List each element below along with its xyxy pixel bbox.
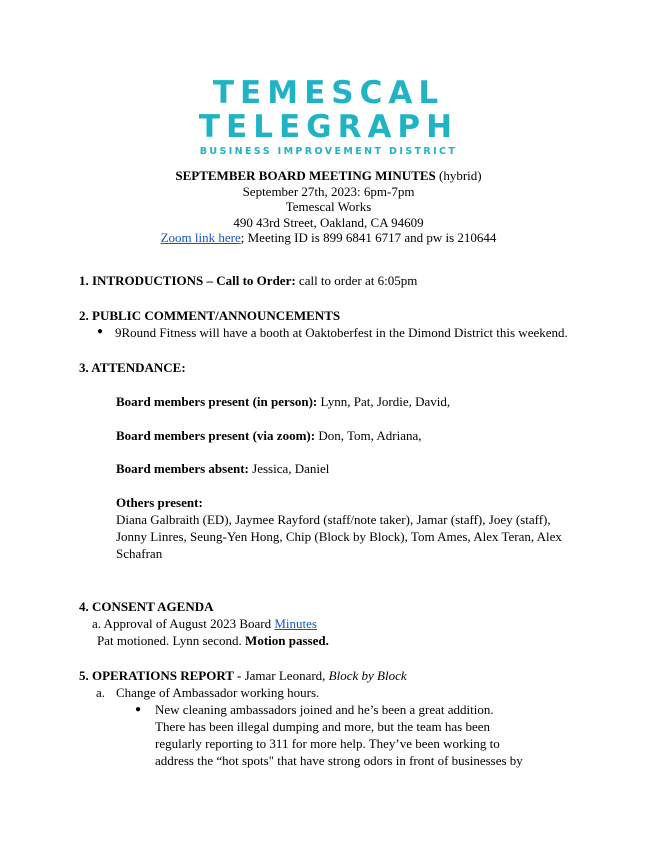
minutes-link[interactable]: Minutes bbox=[274, 616, 317, 631]
in-person-names: Lynn, Pat, Jordie, David, bbox=[317, 394, 451, 409]
motion-result: Motion passed. bbox=[245, 633, 329, 648]
zoom-details: ; Meeting ID is 899 6841 6717 and pw is 210644 bbox=[240, 230, 497, 245]
attendance-zoom bbox=[116, 428, 422, 444]
section-1-heading: 1. INTRODUCTIONS – Call to Order: bbox=[79, 273, 296, 288]
others-line-3: Schafran bbox=[116, 546, 163, 561]
section-3-heading: 3. ATTENDANCE: bbox=[79, 360, 186, 375]
consent-item-a bbox=[92, 616, 317, 632]
logo-line-temescal: TEMESCAL bbox=[212, 75, 445, 111]
meeting-title-bold: SEPTEMBER BOARD MEETING MINUTES bbox=[175, 168, 436, 183]
operations-item-a-marker: a. bbox=[96, 685, 106, 700]
operations-bullet-line-3: regularly reporting to 311 for more help. They’ve been working to bbox=[155, 736, 500, 751]
operations-bullet-line-4: address the “hot spots" that have strong odors in front of businesses by bbox=[155, 753, 523, 768]
bullet-dot: ● bbox=[135, 704, 142, 715]
section-5-heading-line bbox=[79, 668, 407, 684]
meeting-header bbox=[0, 168, 657, 246]
attendance-in-person bbox=[116, 394, 450, 410]
motion-text: Pat motioned. Lynn second. bbox=[97, 633, 246, 648]
others-label: Others present: bbox=[116, 495, 203, 510]
others-line-2: Jonny Linres, Seung-Yen Hong, Chip (Block by Block), Tom Ames, Alex Teran, Alex bbox=[116, 529, 562, 544]
section-2-bullet: 9Round Fitness will have a booth at Oaktoberfest in the Dimond District this weekend. bbox=[115, 325, 568, 340]
logo-line-bid: BUSINESS IMPROVEMENT DISTRICT bbox=[199, 146, 458, 157]
temescal-telegraph-logo bbox=[0, 76, 657, 157]
consent-motion bbox=[97, 633, 329, 649]
bullet-dot: ● bbox=[97, 326, 104, 337]
meeting-date-time: September 27th, 2023: 6pm-7pm bbox=[242, 183, 415, 199]
section-5-presenter: Jamar Leonard, bbox=[241, 668, 329, 683]
logo-line-telegraph: TELEGRAPH bbox=[198, 109, 459, 145]
consent-item-a-text: a. Approval of August 2023 Board bbox=[92, 616, 275, 631]
absent-label: Board members absent: bbox=[116, 461, 249, 476]
meeting-zoom-line bbox=[0, 230, 657, 246]
operations-bullet-line-1: New cleaning ambassadors joined and he’s been a great addition. bbox=[155, 702, 494, 717]
meeting-address: 490 43rd Street, Oakland, CA 94609 bbox=[233, 214, 424, 230]
section-4-heading: 4. CONSENT AGENDA bbox=[79, 599, 214, 614]
in-person-label: Board members present (in person): bbox=[116, 394, 318, 409]
operations-bullet-line-2: There has been illegal dumping and more, but the team has been bbox=[155, 719, 490, 734]
absent-names: Jessica, Daniel bbox=[248, 461, 330, 476]
meeting-title-suffix: (hybrid) bbox=[435, 168, 482, 183]
section-introductions bbox=[79, 273, 417, 289]
others-line-1: Diana Galbraith (ED), Jaymee Rayford (staff/note taker), Jamar (staff), Joey (staff), bbox=[116, 512, 551, 527]
zoom-label: Board members present (via zoom): bbox=[116, 428, 316, 443]
meeting-title bbox=[0, 168, 657, 184]
section-2-heading: 2. PUBLIC COMMENT/ANNOUNCEMENTS bbox=[79, 308, 341, 323]
section-5-org: Block by Block bbox=[328, 668, 407, 683]
section-5-heading: 5. OPERATIONS REPORT - bbox=[79, 668, 242, 683]
operations-item-a: Change of Ambassador working hours. bbox=[116, 685, 320, 700]
section-1-text: call to order at 6:05pm bbox=[295, 273, 418, 288]
meeting-venue: Temescal Works bbox=[285, 199, 372, 214]
attendance-absent bbox=[116, 461, 329, 477]
zoom-names: Don, Tom, Adriana, bbox=[315, 428, 422, 443]
zoom-link[interactable]: Zoom link here bbox=[160, 230, 241, 245]
